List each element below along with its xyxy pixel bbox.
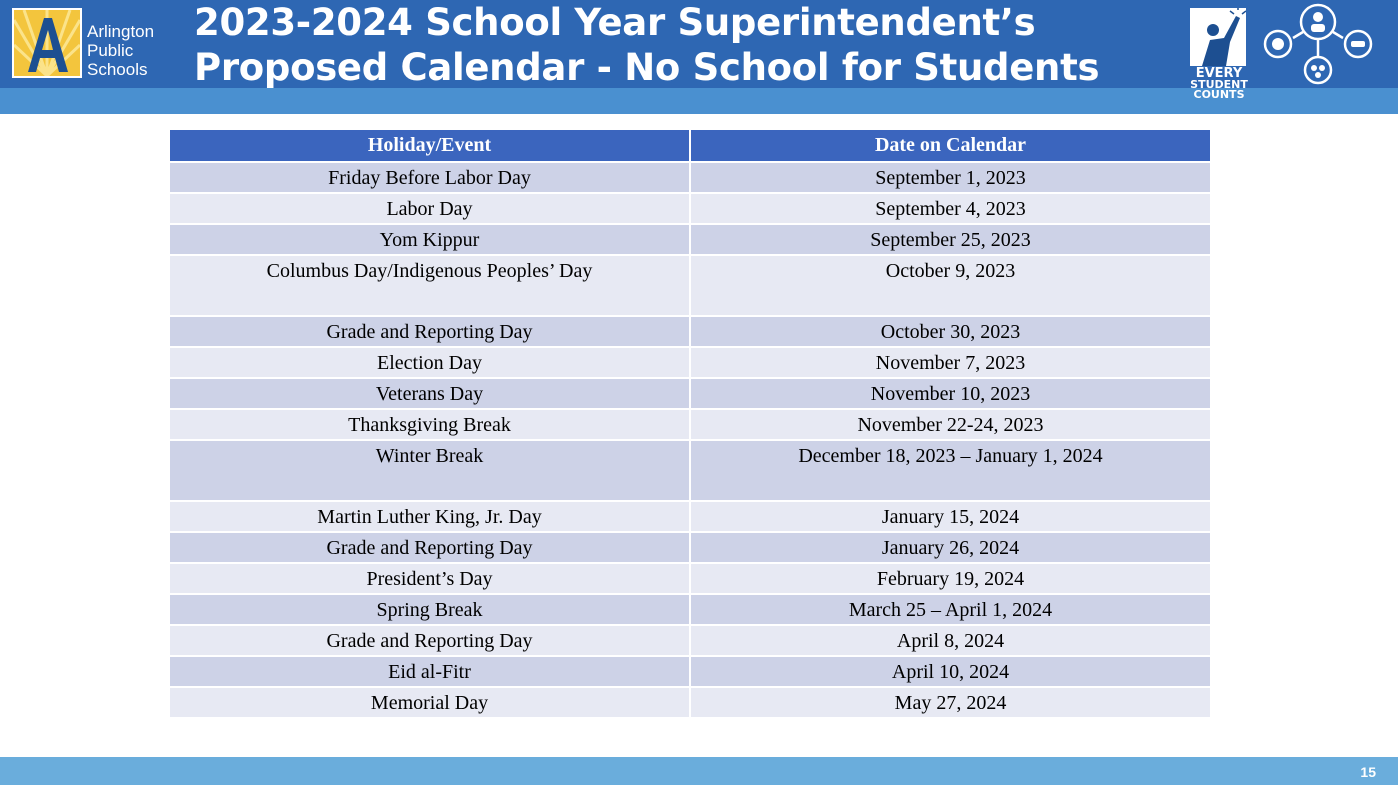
date-cell: September 1, 2023 xyxy=(690,162,1211,193)
esc-line-1: EVERY xyxy=(1195,66,1243,81)
date-cell: February 19, 2024 xyxy=(690,563,1211,594)
event-cell: Winter Break xyxy=(170,440,690,501)
event-cell: Yom Kippur xyxy=(170,224,690,255)
table-row xyxy=(170,501,1211,532)
column-header-event: Holiday/Event xyxy=(170,130,690,162)
event-cell: Thanksgiving Break xyxy=(170,409,690,440)
esc-line-3: COUNTS xyxy=(1193,88,1245,101)
event-cell: Spring Break xyxy=(170,594,690,625)
sunburst-a-icon xyxy=(14,10,80,76)
logo-line-3: Schools xyxy=(87,60,148,79)
date-cell: April 10, 2024 xyxy=(690,656,1211,687)
table-row xyxy=(170,224,1211,255)
table-row xyxy=(170,594,1211,625)
event-cell: Memorial Day xyxy=(170,687,690,718)
table-row xyxy=(170,687,1211,718)
table-row xyxy=(170,378,1211,409)
logo-line-1: Arlington xyxy=(87,22,155,41)
esc-mark xyxy=(1190,8,1246,66)
event-cell: Labor Day xyxy=(170,193,690,224)
table-row xyxy=(170,347,1211,378)
table-row xyxy=(170,316,1211,347)
table-row xyxy=(170,255,1211,316)
table-row xyxy=(170,162,1211,193)
page-title xyxy=(194,0,1099,90)
event-cell: President’s Day xyxy=(170,563,690,594)
esc-text xyxy=(1186,68,1252,100)
column-header-date: Date on Calendar xyxy=(690,130,1211,162)
calendar-table xyxy=(170,130,1212,719)
table-row xyxy=(170,409,1211,440)
every-student-counts-logo xyxy=(1186,2,1252,102)
date-cell: May 27, 2024 xyxy=(690,687,1211,718)
date-cell: December 18, 2023 – January 1, 2024 xyxy=(690,440,1211,501)
aps-logo xyxy=(12,8,182,80)
date-cell: April 8, 2024 xyxy=(690,625,1211,656)
table-row xyxy=(170,563,1211,594)
table-row xyxy=(170,440,1211,501)
strategic-goals-icon xyxy=(1258,2,1390,88)
student-figure-icon xyxy=(1190,8,1246,66)
strategic-plan-icons xyxy=(1258,2,1390,88)
table-row xyxy=(170,532,1211,563)
page-number: 15 xyxy=(1360,764,1376,780)
logo-line-2: Public xyxy=(87,41,134,60)
event-cell: Veterans Day xyxy=(170,378,690,409)
header-bar xyxy=(0,0,1398,114)
date-cell: October 9, 2023 xyxy=(690,255,1211,316)
table-row xyxy=(170,656,1211,687)
event-cell: Friday Before Labor Day xyxy=(170,162,690,193)
event-cell: Election Day xyxy=(170,347,690,378)
event-cell: Grade and Reporting Day xyxy=(170,316,690,347)
table-row xyxy=(170,625,1211,656)
event-cell: Martin Luther King, Jr. Day xyxy=(170,501,690,532)
date-cell: September 25, 2023 xyxy=(690,224,1211,255)
date-cell: November 10, 2023 xyxy=(690,378,1211,409)
esc-line-2: STUDENT xyxy=(1190,78,1248,91)
aps-logo-mark xyxy=(12,8,82,78)
title-line-2: Proposed Calendar - No School for Students xyxy=(194,46,1100,89)
date-cell: September 4, 2023 xyxy=(690,193,1211,224)
date-cell: January 15, 2024 xyxy=(690,501,1211,532)
table-row xyxy=(170,193,1211,224)
date-cell: January 26, 2024 xyxy=(690,532,1211,563)
date-cell: October 30, 2023 xyxy=(690,316,1211,347)
date-cell: November 7, 2023 xyxy=(690,347,1211,378)
event-cell: Grade and Reporting Day xyxy=(170,532,690,563)
event-cell: Grade and Reporting Day xyxy=(170,625,690,656)
event-cell: Eid al-Fitr xyxy=(170,656,690,687)
date-cell: November 22-24, 2023 xyxy=(690,409,1211,440)
aps-logo-text xyxy=(87,22,154,79)
date-cell: March 25 – April 1, 2024 xyxy=(690,594,1211,625)
event-cell: Columbus Day/Indigenous Peoples’ Day xyxy=(170,255,690,316)
title-line-1: 2023-2024 School Year Superintendent’s xyxy=(194,1,1036,44)
table-header-row xyxy=(170,130,1211,162)
footer-bar xyxy=(0,757,1398,785)
